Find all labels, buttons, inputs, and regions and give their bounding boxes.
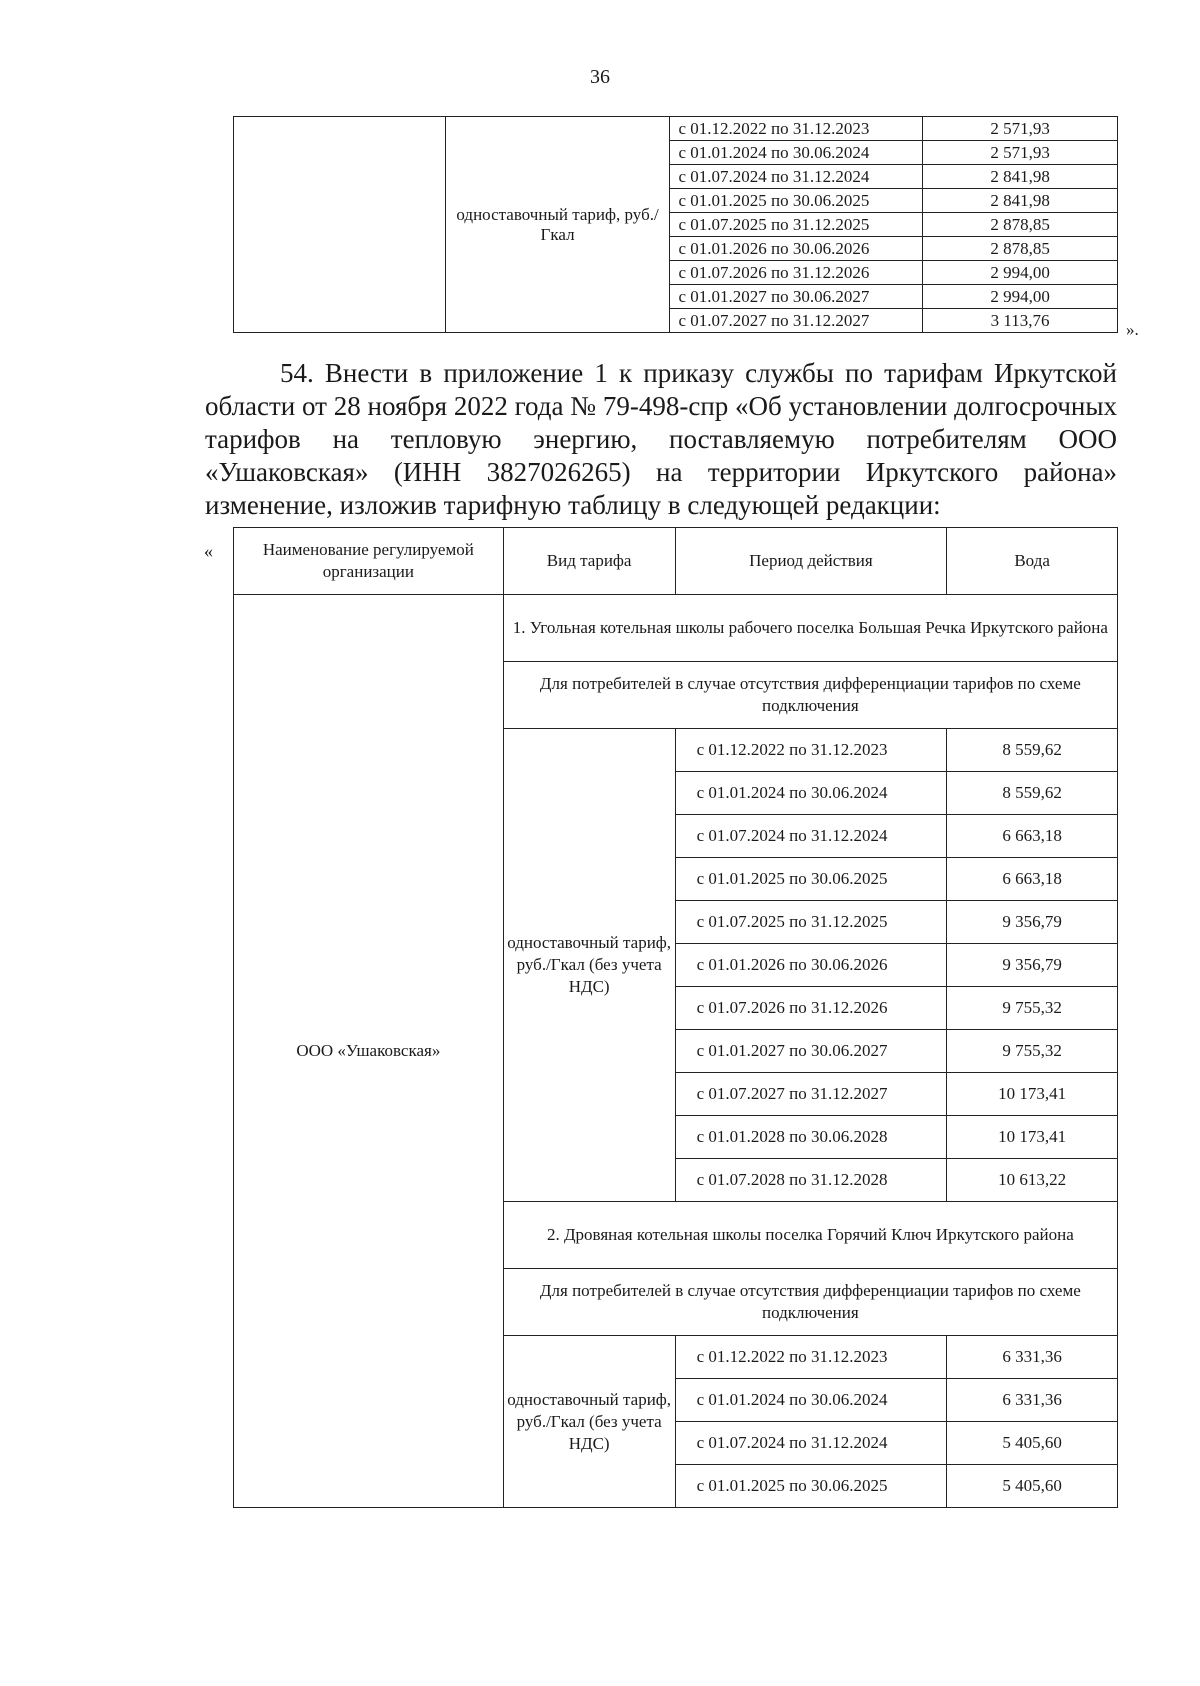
period-cell: с 01.07.2028 по 31.12.2028 (675, 1159, 947, 1202)
header-organization: Наименование регулируемой организации (234, 528, 504, 595)
period-cell: с 01.07.2025 по 31.12.2025 (670, 213, 923, 237)
organization-cell: ООО «Ушаковская» (234, 595, 504, 1508)
value-cell: 2 994,00 (923, 261, 1118, 285)
period-cell: с 01.07.2024 по 31.12.2024 (675, 1422, 947, 1465)
header-water: Вода (947, 528, 1118, 595)
tariff-table (233, 527, 1118, 1508)
header-tariff-type: Вид тарифа (503, 528, 675, 595)
period-cell: с 01.01.2026 по 30.06.2026 (670, 237, 923, 261)
value-cell: 2 571,93 (923, 117, 1118, 141)
period-cell: с 01.01.2024 по 30.06.2024 (670, 141, 923, 165)
value-cell: 2 841,98 (923, 165, 1118, 189)
value-cell: 5 405,60 (947, 1422, 1118, 1465)
page-number: 36 (590, 66, 610, 88)
header-period: Период действия (675, 528, 947, 595)
section-subtitle: Для потребителей в случае отсутствия дифференциации тарифов по схеме подключения (503, 662, 1117, 729)
value-cell: 3 113,76 (923, 309, 1118, 333)
section-title: 2. Дровяная котельная школы поселка Горячий Ключ Иркутского района (503, 1202, 1117, 1269)
tariff-type-cell: одноставочный тариф, руб./Гкал (без учета НДС) (503, 729, 675, 1202)
section-title-row (234, 595, 1118, 662)
value-cell: 9 755,32 (947, 987, 1118, 1030)
period-cell: с 01.07.2024 по 31.12.2024 (675, 815, 947, 858)
value-cell: 6 331,36 (947, 1336, 1118, 1379)
table-row (234, 117, 1118, 141)
value-cell: 2 841,98 (923, 189, 1118, 213)
period-cell: с 01.01.2027 по 30.06.2027 (670, 285, 923, 309)
period-cell: с 01.12.2022 по 31.12.2023 (670, 117, 923, 141)
period-cell: с 01.01.2028 по 30.06.2028 (675, 1116, 947, 1159)
tariff-type-cell: одноставочный тариф, руб./Гкал (445, 117, 670, 333)
value-cell: 10 173,41 (947, 1073, 1118, 1116)
table-header-row (234, 528, 1118, 595)
value-cell: 8 559,62 (947, 772, 1118, 815)
value-cell: 10 613,22 (947, 1159, 1118, 1202)
value-cell: 2 994,00 (923, 285, 1118, 309)
organization-cell-empty (234, 117, 446, 333)
period-cell: с 01.12.2022 по 31.12.2023 (675, 1336, 947, 1379)
value-cell: 2 878,85 (923, 213, 1118, 237)
value-cell: 10 173,41 (947, 1116, 1118, 1159)
period-cell: с 01.07.2027 по 31.12.2027 (675, 1073, 947, 1116)
period-cell: с 01.07.2024 по 31.12.2024 (670, 165, 923, 189)
value-cell: 5 405,60 (947, 1465, 1118, 1508)
value-cell: 8 559,62 (947, 729, 1118, 772)
period-cell: с 01.01.2025 по 30.06.2025 (675, 1465, 947, 1508)
period-cell: с 01.01.2026 по 30.06.2026 (675, 944, 947, 987)
period-cell: с 01.07.2026 по 31.12.2026 (670, 261, 923, 285)
period-cell: с 01.07.2025 по 31.12.2025 (675, 901, 947, 944)
tariff-type-cell: одноставочный тариф, руб./Гкал (без учета НДС) (503, 1336, 675, 1508)
opening-quote: « (204, 541, 213, 561)
period-cell: с 01.01.2027 по 30.06.2027 (675, 1030, 947, 1073)
value-cell: 2 878,85 (923, 237, 1118, 261)
closing-quote: ». (1126, 320, 1139, 339)
value-cell: 9 755,32 (947, 1030, 1118, 1073)
period-cell: с 01.01.2024 по 30.06.2024 (675, 1379, 947, 1422)
period-cell: с 01.01.2024 по 30.06.2024 (675, 772, 947, 815)
period-cell: с 01.01.2025 по 30.06.2025 (675, 858, 947, 901)
value-cell: 6 331,36 (947, 1379, 1118, 1422)
value-cell: 6 663,18 (947, 815, 1118, 858)
value-cell: 6 663,18 (947, 858, 1118, 901)
value-cell: 2 571,93 (923, 141, 1118, 165)
value-cell: 9 356,79 (947, 901, 1118, 944)
tariff-table-continued (233, 116, 1118, 333)
value-cell: 9 356,79 (947, 944, 1118, 987)
period-cell: с 01.01.2025 по 30.06.2025 (670, 189, 923, 213)
section-subtitle: Для потребителей в случае отсутствия дифференциации тарифов по схеме подключения (503, 1269, 1117, 1336)
period-cell: с 01.12.2022 по 31.12.2023 (675, 729, 947, 772)
period-cell: с 01.07.2027 по 31.12.2027 (670, 309, 923, 333)
paragraph-54 (205, 357, 1117, 522)
period-cell: с 01.07.2026 по 31.12.2026 (675, 987, 947, 1030)
section-title: 1. Угольная котельная школы рабочего поселка Большая Речка Иркутского района (503, 595, 1117, 662)
paragraph-text: 54. Внести в приложение 1 к приказу службы по тарифам Иркутской области от 28 ноября 2022 года № 79-498-спр «Об установлении долгосрочных тарифов на тепловую энергию, поставляемую потребителям ООО «Ушаковская» (ИНН 3827026265) на территории Иркутского района» изменение, изложив тарифную таблицу в следующей редакции: (205, 358, 1117, 520)
